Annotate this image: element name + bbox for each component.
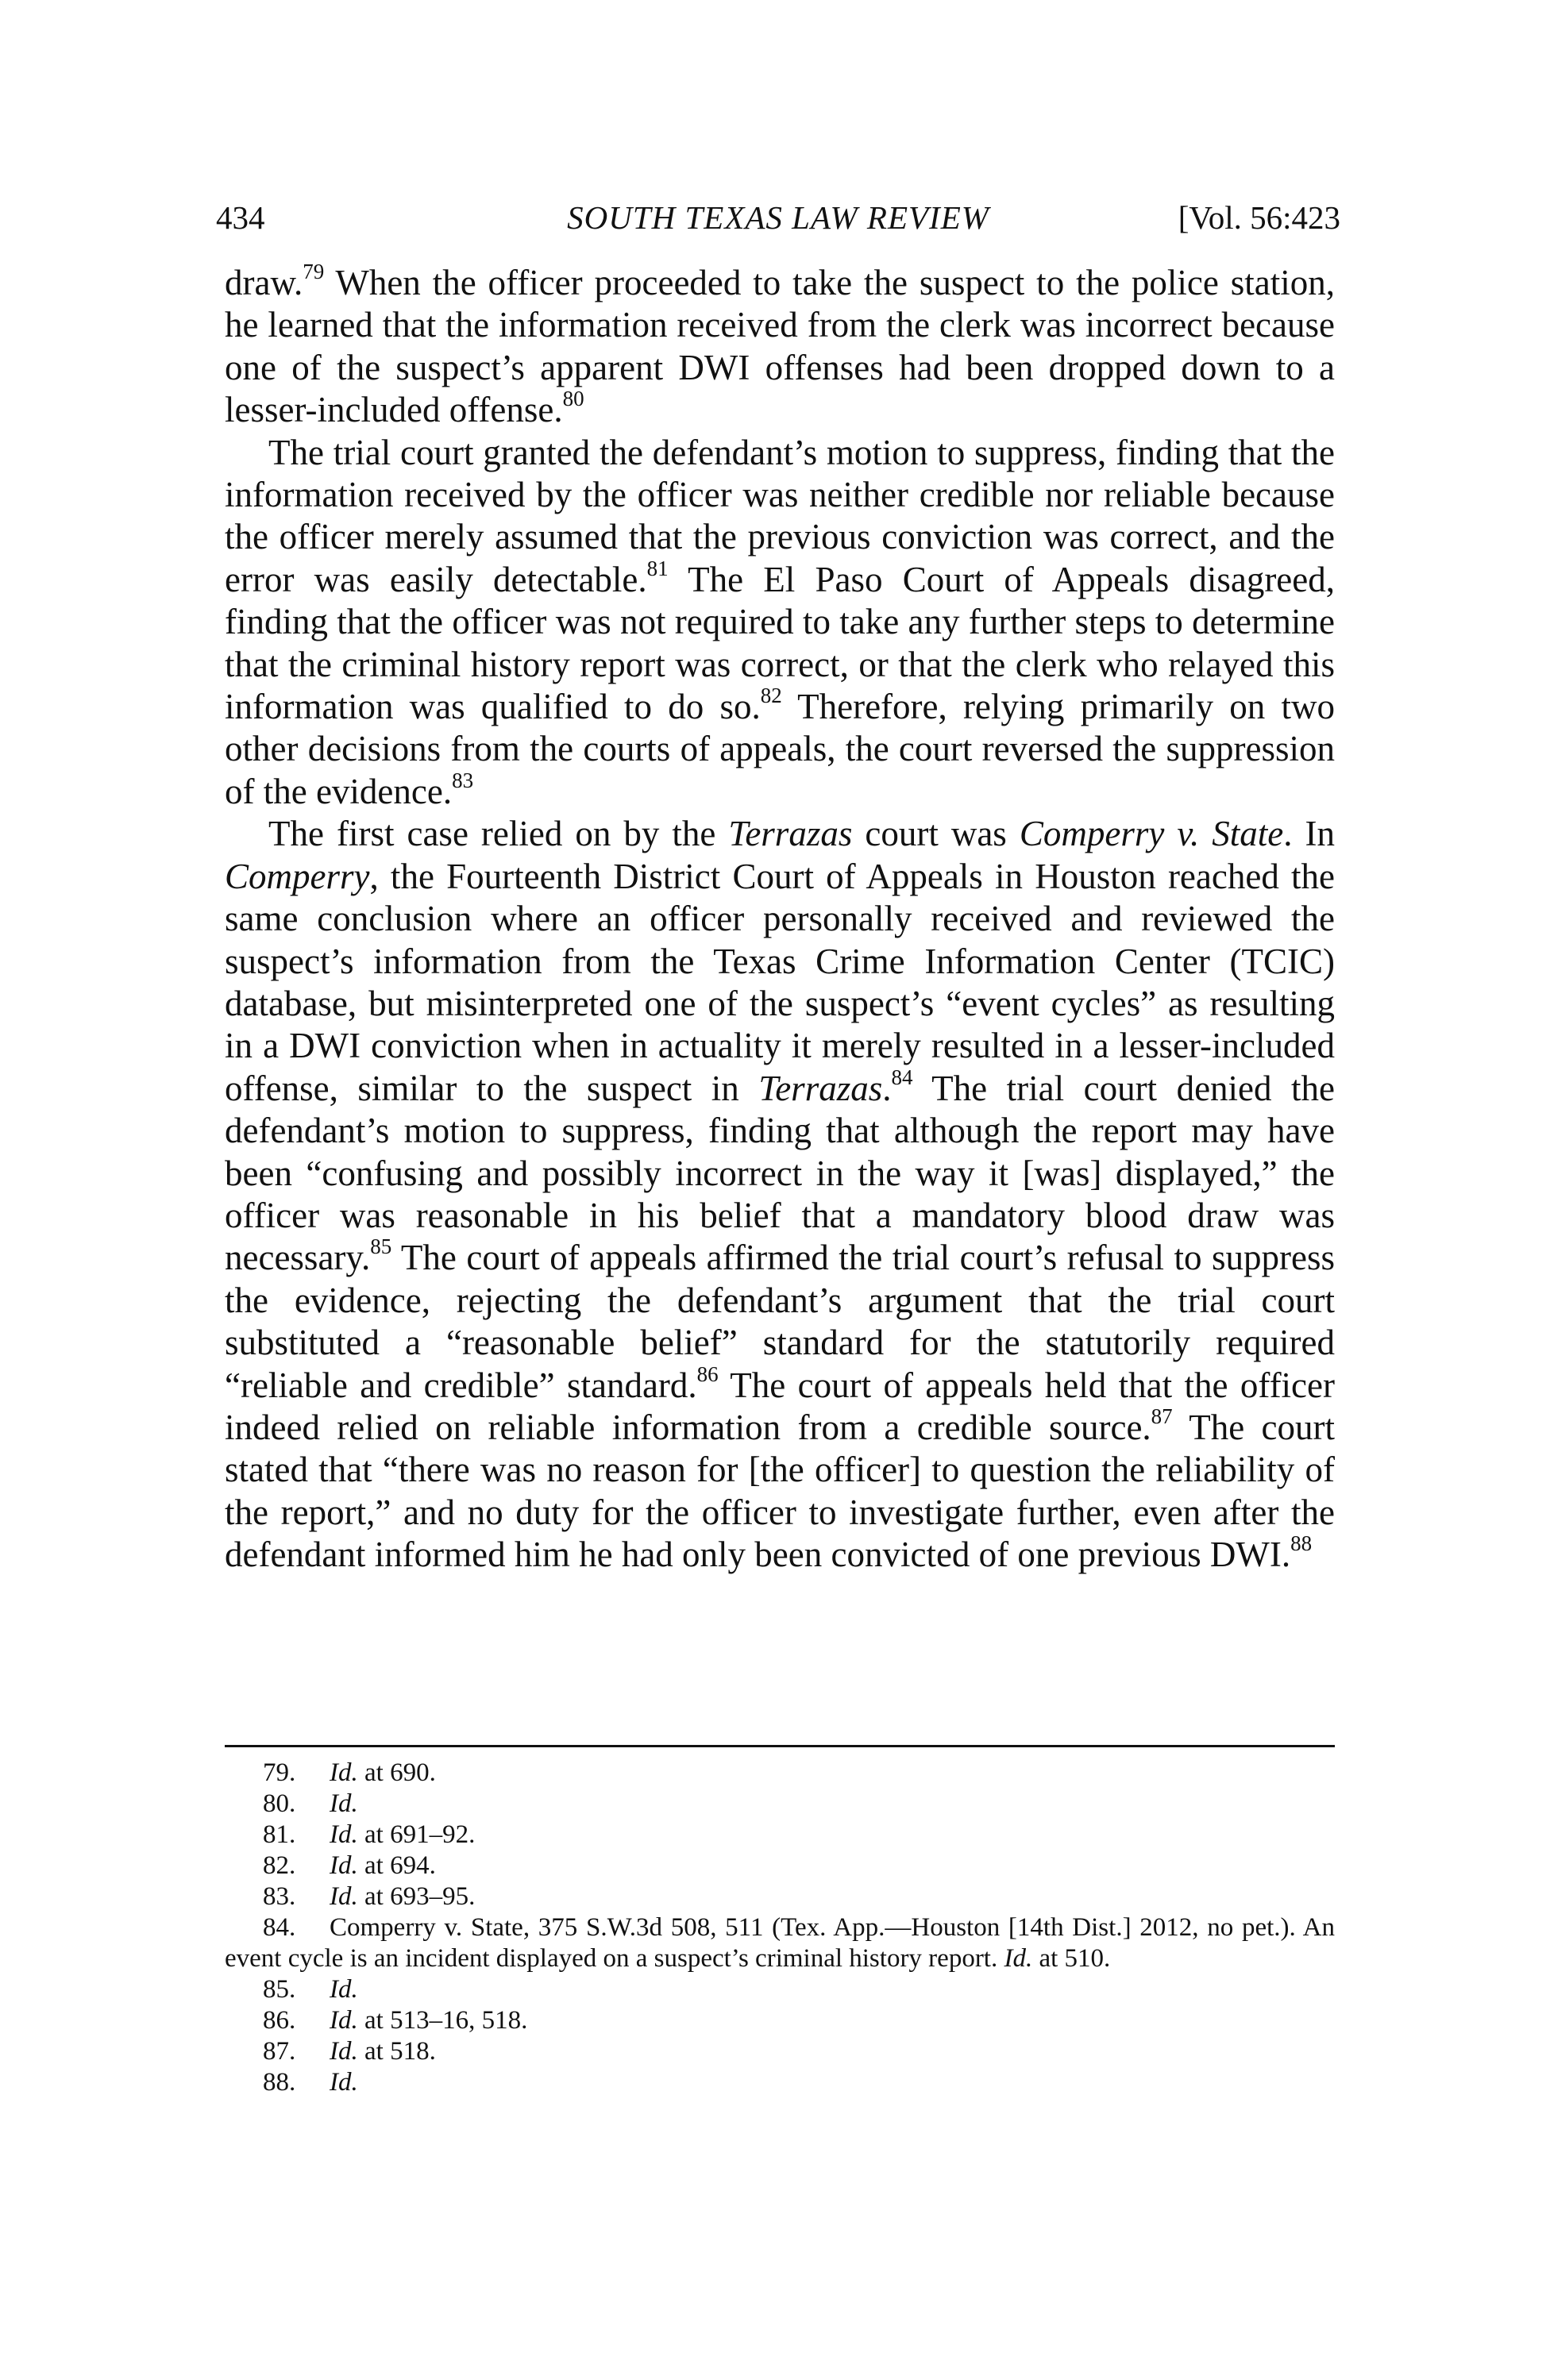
footnote-text: at 694. xyxy=(357,1851,436,1880)
text-run: The trial court denied the defendant’s motion to suppress, finding that although the report may have been “confusing and possibly incorrect in the way it [was] displayed,” the officer was reasonable in his belief that a mandatory blood draw was necessary. xyxy=(225,1068,1335,1278)
text-run: . xyxy=(882,1068,892,1108)
footnote-82 xyxy=(225,1850,1335,1881)
footnote-text: at 518. xyxy=(357,2037,436,2066)
footnote-ref-88: 88 xyxy=(1290,1531,1313,1556)
footnote-ref-83: 83 xyxy=(452,768,474,792)
id-signal: Id. xyxy=(330,1851,358,1880)
footnote-84 xyxy=(225,1912,1335,1974)
text-run: draw. xyxy=(225,263,303,302)
footnote-79 xyxy=(225,1758,1335,1789)
footnote-text: at 691–92. xyxy=(357,1820,476,1849)
text-run: The court of appeals affirmed the trial court’s refusal to suppress the evidence, rejecting the defendant’s argument that the trial court substituted a “reasonable belief” standard for the statutorily required “reliable and credible” standard. xyxy=(225,1238,1335,1405)
paragraph-3 xyxy=(225,813,1335,1576)
id-signal: Id. xyxy=(330,2037,358,2066)
volume-citation: [Vol. 56:423 xyxy=(1178,199,1340,236)
footnote-number: 86. xyxy=(263,2006,296,2035)
footnote-text: Comperry v. State, 375 S.W.3d 508, 511 (Tex. App.—Houston [14th Dist.] 2012, no pet.). An event cycle is an incident displayed on a suspect’s criminal history report. xyxy=(225,1913,1335,1973)
footnote-ref-85: 85 xyxy=(370,1234,392,1259)
page-number: 434 xyxy=(216,199,265,236)
text-run: The court stated that “there was no reason for [the officer] to question the reliability of the report,” and no duty for the officer to investigate further, even after the defendant informed him he had only been convicted of one previous DWI. xyxy=(225,1407,1335,1575)
footnote-ref-79: 79 xyxy=(303,260,325,283)
text-run: The first case relied on by the xyxy=(268,814,729,854)
id-signal: Id. xyxy=(330,2068,358,2097)
footnote-ref-81: 81 xyxy=(646,556,669,580)
text-run: When the officer proceeded to take the suspect to the police station, he learned that the information received from the clerk was incorrect because one of the suspect’s apparent DWI offenses had been dropped down to a lesser-included offense. xyxy=(225,263,1335,430)
footnote-ref-87: 87 xyxy=(1151,1404,1173,1428)
running-header xyxy=(216,194,1340,241)
footnote-ref-82: 82 xyxy=(760,684,782,708)
footnote-ref-80: 80 xyxy=(562,387,584,411)
paragraph-1 xyxy=(225,262,1335,432)
footnote-88 xyxy=(225,2067,1335,2098)
case-name: Comperry xyxy=(225,856,370,896)
footnote-number: 80. xyxy=(263,1789,296,1818)
footnote-number: 81. xyxy=(263,1820,296,1849)
footnote-ref-84: 84 xyxy=(891,1065,913,1089)
footnote-number: 79. xyxy=(263,1758,296,1787)
id-signal: Id. xyxy=(330,1882,358,1911)
text-run: The El Paso Court of Appeals disagreed, finding that the officer was not required to take any further steps to determine that the criminal history report was correct, or that the clerk who relayed this information was qualified to do so. xyxy=(225,559,1335,727)
case-name: Comperry v. State xyxy=(1019,814,1284,854)
footnote-85 xyxy=(225,1974,1335,2005)
id-signal: Id. xyxy=(330,2006,358,2035)
case-name: Terrazas xyxy=(758,1068,883,1108)
footnote-number: 84. xyxy=(263,1913,296,1942)
footnote-87 xyxy=(225,2036,1335,2067)
paragraph-2 xyxy=(225,432,1335,814)
footnote-80 xyxy=(225,1789,1335,1820)
id-signal: Id. xyxy=(330,1758,358,1787)
id-signal: Id. xyxy=(330,1789,358,1818)
footnote-ref-86: 86 xyxy=(696,1361,719,1386)
footnote-number: 83. xyxy=(263,1882,296,1911)
footnote-number: 82. xyxy=(263,1851,296,1880)
footnote-86 xyxy=(225,2005,1335,2036)
text-run: court was xyxy=(852,814,1020,854)
journal-title: SOUTH TEXAS LAW REVIEW xyxy=(567,199,989,236)
article-body xyxy=(225,262,1335,1577)
text-run: . In xyxy=(1283,814,1335,854)
footnote-text: at 510. xyxy=(1032,1944,1111,1973)
footnote-83 xyxy=(225,1881,1335,1912)
footnote-number: 87. xyxy=(263,2037,296,2066)
footnote-number: 88. xyxy=(263,2068,296,2097)
text-run: The trial court granted the defendant’s motion to suppress, finding that the information received by the officer was neither credible nor reliable because the officer merely assumed that the previous conviction was correct, and the error was easily detectable. xyxy=(225,432,1335,599)
text-run: , the Fourteenth District Court of Appeals in Houston reached the same conclusion where an officer personally received and reviewed the suspect’s information from the Texas Crime Information Center (TCIC) database, but misinterpreted one of the suspect’s “event cycles” as resulting in a DWI conviction when in actuality it merely resulted in a lesser-included offense, similar to the suspect in xyxy=(225,856,1335,1108)
footnote-number: 85. xyxy=(263,1975,296,2004)
footnote-divider xyxy=(225,1745,1335,1747)
footnote-81 xyxy=(225,1820,1335,1850)
footnote-text: at 693–95. xyxy=(357,1882,476,1911)
case-name: Terrazas xyxy=(728,814,853,854)
id-signal: Id. xyxy=(330,1975,358,2004)
footnote-text: at 513–16, 518. xyxy=(357,2006,528,2035)
text-run: Therefore, relying primarily on two other decisions from the courts of appeals, the court reversed the suppression of the evidence. xyxy=(225,687,1336,811)
id-signal: Id. xyxy=(330,1820,358,1849)
id-signal: Id. xyxy=(1004,1944,1033,1973)
footnotes xyxy=(225,1758,1335,2098)
footnote-text: at 690. xyxy=(357,1758,436,1787)
text-run: The court of appeals held that the officer indeed relied on reliable information from a credible source. xyxy=(225,1365,1335,1447)
